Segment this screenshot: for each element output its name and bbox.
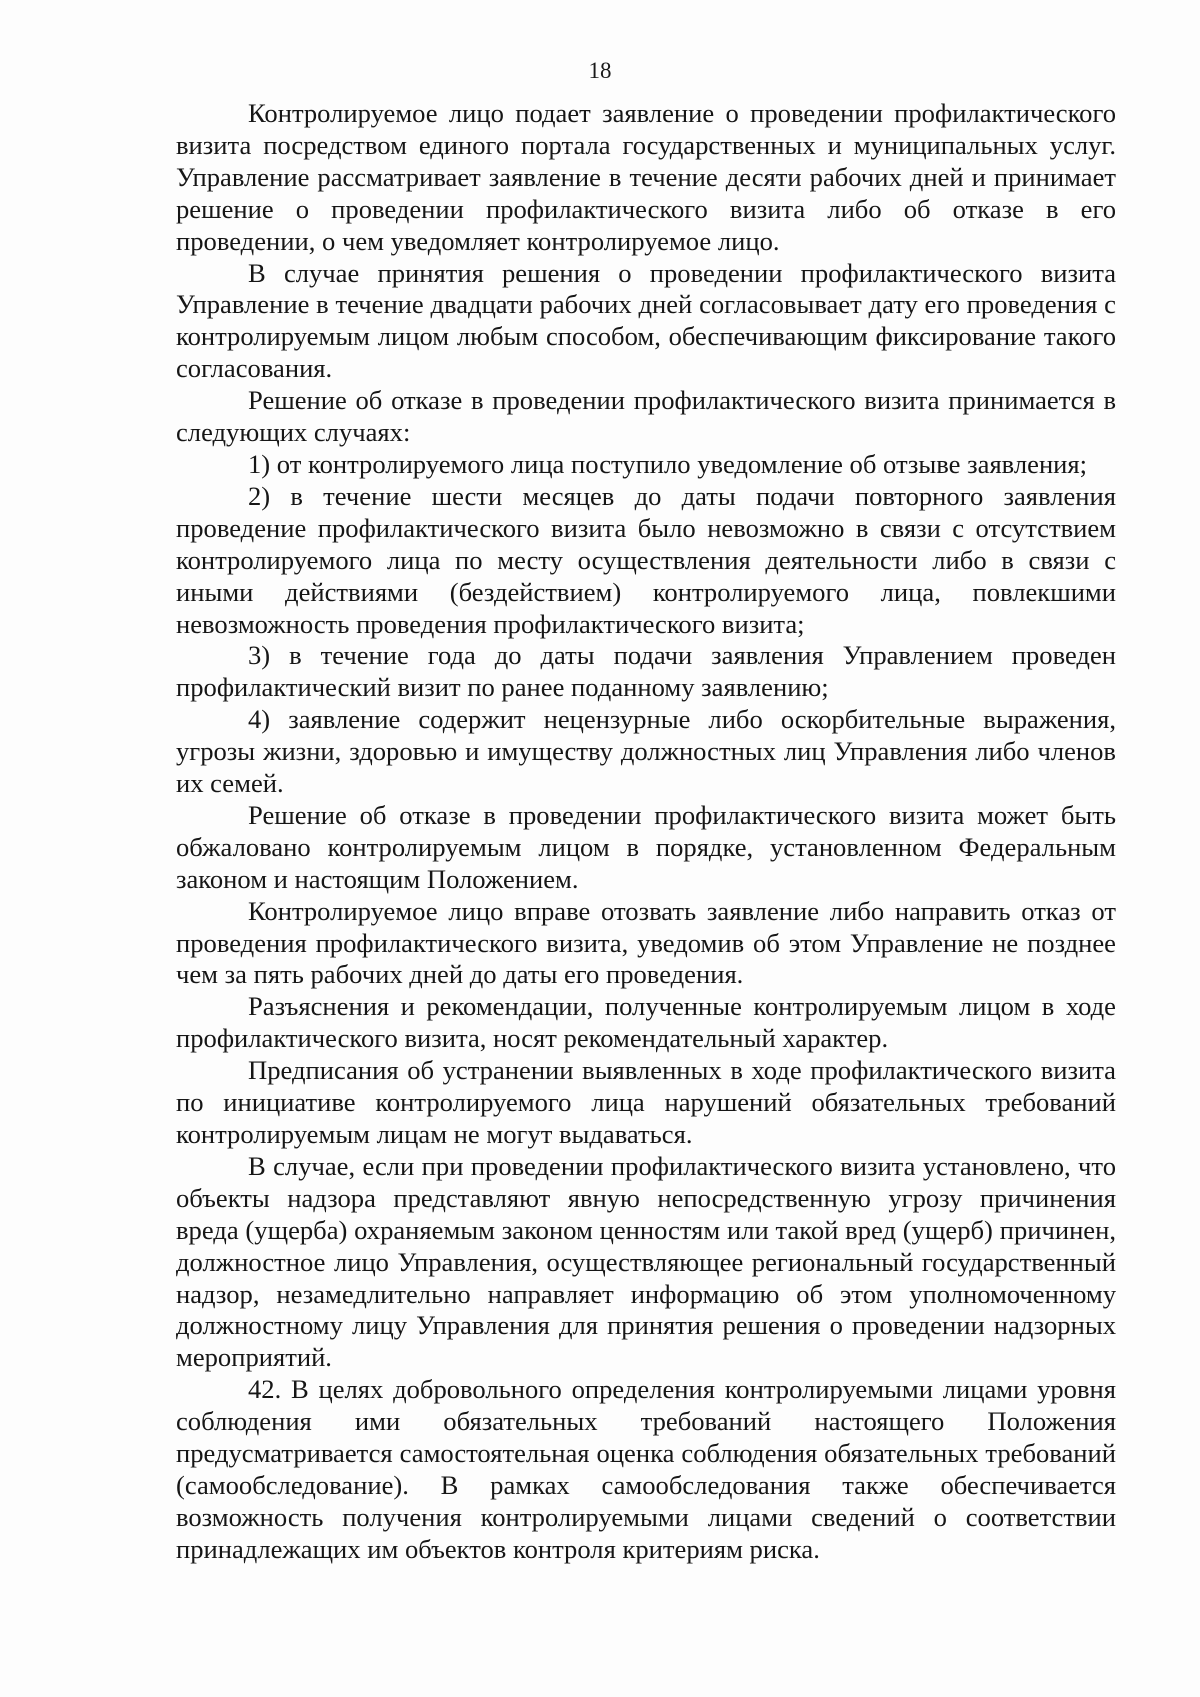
paragraph: Решение об отказе в проведении профилактического визита может быть обжаловано контролируемым лицом в порядке, установленном Федеральным законом и настоящим Положением. xyxy=(176,799,1116,894)
paragraph: Решение об отказе в проведении профилактического визита принимается в следующих случаях: xyxy=(176,385,1116,448)
list-item: 2) в течение шести месяцев до даты подачи повторного заявления проведение профилактического визита было невозможно в связи с отсутствием контролируемого лица по месту осуществления деятельности либо в связи с иными действиями (бездействием) контролируемого лица, повлекшими невозможность проведения профилактического визита; xyxy=(176,480,1116,639)
paragraph: Предписания об устранении выявленных в ходе профилактического визита по инициативе контролируемого лица нарушений обязательных требований контролируемым лицам не могут выдаваться. xyxy=(176,1055,1116,1149)
paragraph: Контролируемое лицо подает заявление о проведении профилактического визита посредством единого портала государственных и муниципальных услуг. Управление рассматривает заявление в течение десяти рабочих дней и принимает решение о проведении профилактического визита либо об отказе в его проведении, о чем уведомляет контролируемое лицо. xyxy=(176,98,1116,256)
list-item: 3) в течение года до даты подачи заявления Управлением проведен профилактический визит по ранее поданному заявлению; xyxy=(176,640,1116,703)
list-item: 4) заявление содержит нецензурные либо оскорбительные выражения, угрозы жизни, здоровью и имуществу должностных лиц Управления либо членов их семей. xyxy=(176,704,1116,799)
page-number: 18 xyxy=(588,58,612,83)
numbered-clause: 42. В целях добровольного определения контролируемыми лицами уровня соблюдения ими обязательных требований настоящего Положения предусматривается самостоятельная оценка соблюдения обязательных требований (самообследование). В рамках самообследования также обеспечивается возможность получения контролируемыми лицами сведений о соответствии принадлежащих им объектов контроля критериям риска. xyxy=(176,1374,1116,1564)
document-body xyxy=(176,98,1116,1566)
paragraph: Контролируемое лицо вправе отозвать заявление либо направить отказ от проведения профилактического визита, уведомив об этом Управление не позднее чем за пять рабочих дней до даты его проведения. xyxy=(176,895,1116,990)
list-item: 1) от контролируемого лица поступило уведомление об отзыве заявления; xyxy=(248,448,1088,479)
paragraph: В случае, если при проведении профилактического визита установлено, что объекты надзора представляют явную непосредственную угрозу причинения вреда (ущерба) охраняемым законом ценностям или такой вред (ущерб) причинен, должностное лицо Управления, осуществляющее региональный государственный надзор, незамедлительно направляет информацию об этом уполномоченному должностному лицу Управления для принятия решения о проведении надзорных мероприятий. xyxy=(176,1150,1116,1373)
paragraph: Разъяснения и рекомендации, полученные контролируемым лицом в ходе профилактического визита, носят рекомендательный характер. xyxy=(176,991,1116,1054)
paragraph: В случае принятия решения о проведении профилактического визита Управление в течение двадцати рабочих дней согласовывает дату его проведения с контролируемым лицом любым способом, обеспечивающим фиксирование такого согласования. xyxy=(176,257,1116,384)
